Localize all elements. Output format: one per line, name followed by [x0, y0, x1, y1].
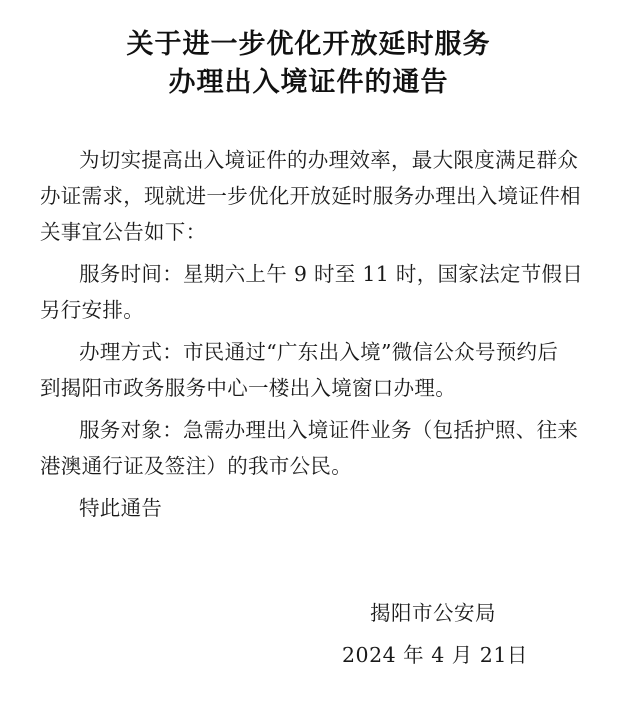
- intro-line-1: 为切实提高出入境证件的办理效率，最大限度满足群众: [79, 148, 579, 172]
- service-time-line-1: 服务时间：星期六上午 9 时至 11 时，国家法定节假日: [79, 262, 584, 286]
- intro-line-2: 办证需求，现就进一步优化开放延时服务办理出入境证件相: [40, 184, 581, 208]
- issuer-name: 揭阳市公安局: [370, 601, 496, 625]
- target-line-2: 港澳通行证及签注）的我市公民。: [40, 454, 352, 478]
- notice-title-line-2: 办理出入境证件的通告: [168, 67, 449, 98]
- issue-date: 2024 年 4 月 21日: [342, 643, 528, 667]
- notice-body: [40, 142, 589, 526]
- method-line-2: 到揭阳市政务服务中心一楼出入境窗口办理。: [40, 376, 456, 400]
- target-line-1: 服务对象：急需办理出入境证件业务（包括护照、往来: [79, 418, 579, 442]
- intro-line-3: 关事宜公告如下：: [40, 220, 207, 244]
- service-time-line-2: 另行安排。: [40, 298, 144, 322]
- notice-title-line-1: 关于进一步优化开放延时服务: [126, 29, 491, 60]
- closing-text: 特此通告: [79, 496, 163, 520]
- method-line-1: 办理方式：市民通过“广东出入境”微信公众号预约后: [79, 340, 559, 364]
